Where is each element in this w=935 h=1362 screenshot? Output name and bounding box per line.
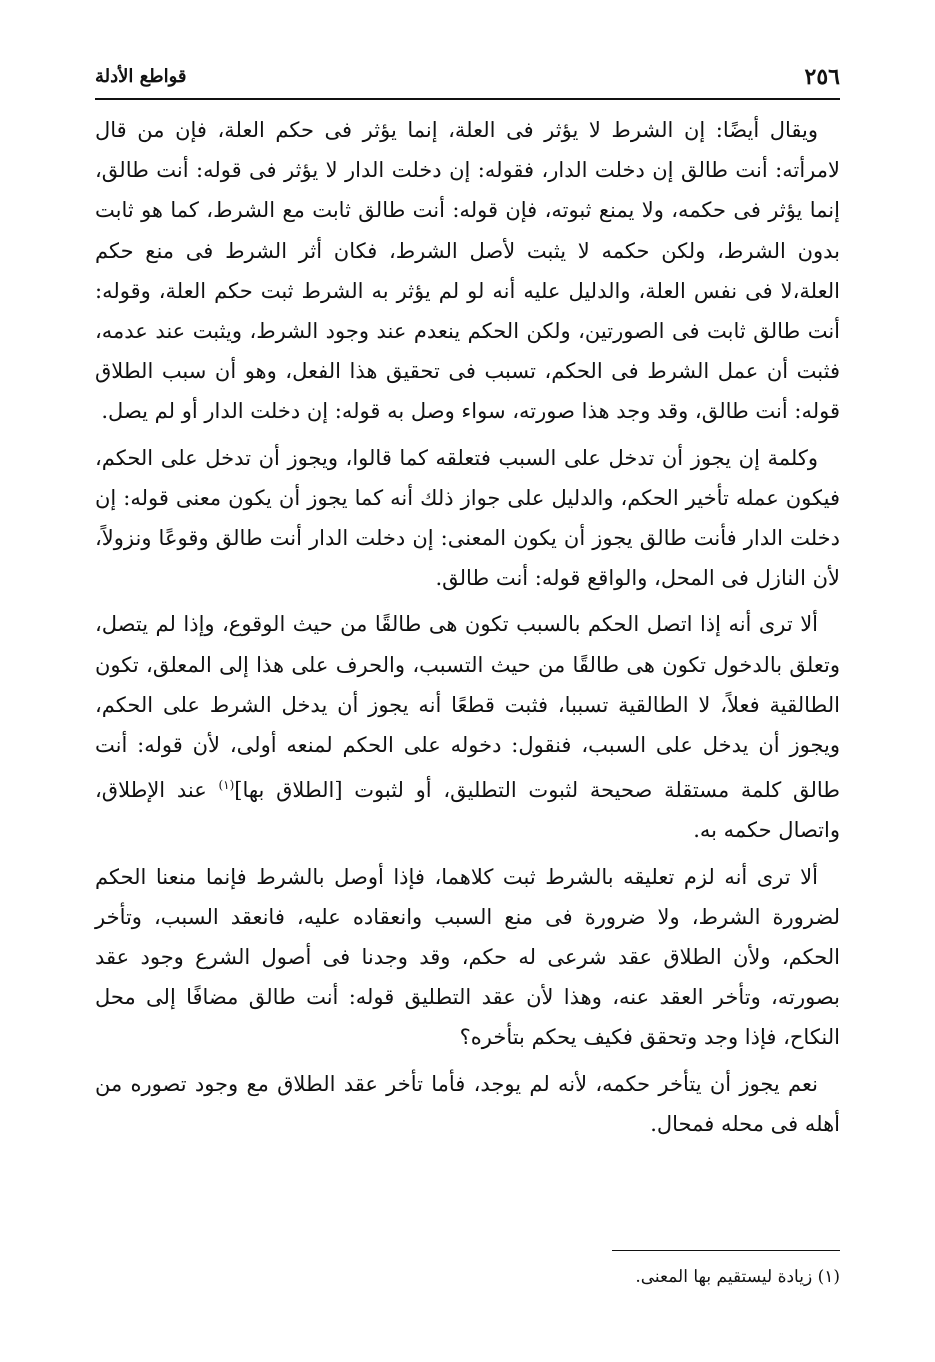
paragraph-3 [95, 604, 840, 850]
paragraph-3-text-continued: عند الإطلاق، واتصال حكمه به. [95, 778, 840, 843]
paragraph-4: ألا ترى أنه لزم تعليقه بالشرط ثبت كلاهما، فإذا أوصل بالشرط فإنما منعنا الحكم لضرورة الشرط، ولا ضرورة فى منع السبب وانعقاده عليه، فانعقد السبب، وتأخر الحكم، ولأن الطلاق عقد شرعى له حكم، وقد وجدنا فى أصول الشرع وجود عقد بصورته، وتأخر العقد عنه، وهذا لأن عقد التطليق قوله: أنت طالق مضافًا إلى محل النكاح، فإذا وجد وتحقق فكيف يحكم بتأخره؟ [95, 864, 840, 1050]
footnote-reference[interactable]: (١) [218, 778, 235, 793]
paragraph-3-text: ألا ترى أنه إذا اتصل الحكم بالسبب تكون هى طالقًا من حيث الوقوع، وإذا لم يتصل، وتعلق بالدخول تكون هى طالقًا من حيث التسبب، والحرف على هذا إلى المعلق، تكون الطالقية فعلاً، لا الطالقية تسببا، فثبت قطعًا أنه يجوز أن يدخل الشرط على الحكم، ويجوز أن يدخل على السبب، فنقول: دخوله على الحكم لمنعه أولى، لأن قوله: أنت طالق كلمة مستقلة صحيحة لثبوت التطليق، أو لثبوت [الطلاق بها] [95, 612, 841, 803]
paragraph-5: نعم يجوز أن يتأخر حكمه، لأنه لم يوجد، فأما تأخر عقد الطلاق مع وجود تصوره من أهله فى محله فمحال. [95, 1071, 840, 1136]
page-header [95, 58, 840, 98]
main-text [95, 110, 840, 1150]
footnote: (١) زيادة ليستقيم بها المعنى. [635, 1267, 840, 1287]
running-title: قواطع الأدلة [95, 66, 187, 87]
page-number: ٢٥٦ [804, 64, 840, 90]
footnote-divider [612, 1250, 840, 1251]
paragraph-2: وكلمة إن يجوز أن تدخل على السبب فتعلقه كما قالوا، ويجوز أن تدخل على الحكم، فيكون عمله تأخير الحكم، والدليل على جواز ذلك أنه كما يجوز أن يكون معنى قوله: إن دخلت الدار فأنت طالق يجوز أن يكون المعنى: إن دخلت الدار أنت طالق وقوعًا ونزولاً، لأن النازل فى المحل، والواقع قوله: أنت طالق. [95, 445, 840, 591]
paragraph-1: ويقال أيضًا: إن الشرط لا يؤثر فى العلة، إنما يؤثر فى حكم العلة، فإن من قال لامرأته: أنت طالق إن دخلت الدار، فقوله: إن دخلت الدار لا يؤثر فى قوله: أنت طالق، إنما يؤثر فى حكمه، ولا يمنع ثبوته، فإن قوله: أنت طالق ثابت مع الشرط، كما هو ثابت بدون الشرط، ولكن حكمه لا يثبت لأصل الشرط، فكان أثر الشرط فى منع حكم العلة،لا فى نفس العلة، والدليل عليه أنه لو لم يؤثر به الشرط ثبت حكم العلة، وقوله: أنت طالق ثابت فى الصورتين، ولكن الحكم ينعدم عند وجود الشرط، ويثبت عند عدمه، فثبت أن عمل الشرط فى الحكم، تسبب فى تحقيق هذا الفعل، وهو أن سبب الطلاق قوله: أنت طالق، وقد وجد هذا صورته، سواء وصل به قوله: إن دخلت الدار أو لم يصل. [95, 118, 840, 424]
header-divider [95, 98, 840, 100]
